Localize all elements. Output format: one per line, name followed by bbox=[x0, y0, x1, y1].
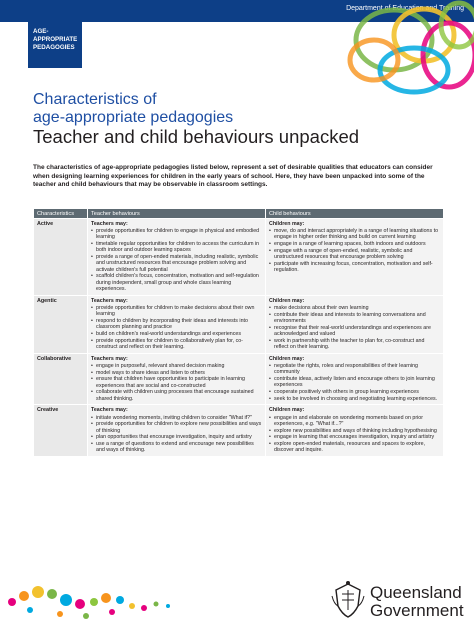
tag-line: APPROPRIATE bbox=[33, 36, 78, 43]
list-item: • respond to children by incorporating their ideas and interests into classroom planning and practice bbox=[91, 318, 262, 330]
list-item: • initiate wondering moments, inviting children to consider "What if?" bbox=[91, 415, 262, 421]
list-item: • use a range of questions to extend and encourage new possibilities and ways of thinking. bbox=[91, 441, 262, 453]
table-row bbox=[34, 405, 444, 457]
characteristic-name: Collaborative bbox=[34, 353, 88, 405]
list-item: • scaffold children's focus, concentration, motivation and self-regulation during independent, small group and whole class learning experiences. bbox=[91, 273, 262, 292]
pedagogies-table bbox=[33, 208, 444, 457]
page-subtitle: Teacher and child behaviours unpacked bbox=[33, 126, 360, 147]
list-item: • contribute their ideas and interests to learning conversations and environments bbox=[269, 312, 440, 324]
page-title-line2: age-appropriate pedagogies bbox=[33, 109, 234, 126]
list-item: • contribute ideas, actively listen and encourage others to join learning experiences bbox=[269, 376, 440, 388]
list-item: • timetable regular opportunities for children to access the curriculum in both indoor and outdoor learning spaces bbox=[91, 241, 262, 253]
list-item: • work in partnership with the teacher to plan for, co-construct and reflect on their learning. bbox=[269, 338, 440, 350]
intro-paragraph: The characteristics of age-appropriate pedagogies listed below, represent a set of desirable qualities that educators can consider when designing learning experiences for children in the early years of school. Here, they have been unpacked into some of the teacher and child behaviours that may be observable in classroom settings. bbox=[33, 164, 433, 189]
teacher-lead: Teachers may: bbox=[91, 221, 128, 227]
teacher-lead: Teachers may: bbox=[91, 297, 128, 304]
list-item: • recognise that their real-world understandings and experiences are acknowledged and valued bbox=[269, 325, 440, 337]
swirl-decoration bbox=[274, 0, 474, 105]
table-row bbox=[34, 353, 444, 405]
teacher-lead: Teachers may: bbox=[91, 355, 128, 362]
list-item: • engage in a range of learning spaces, both indoors and outdoors bbox=[269, 241, 440, 247]
list-item: • cooperate positively with others in group learning experiences bbox=[269, 389, 440, 395]
list-item: • build on children's real-world understandings and experiences bbox=[91, 331, 262, 337]
list-item: • participate with increasing focus, concentration, motivation and self-regulation. bbox=[269, 261, 440, 273]
tag-line: AGE- bbox=[33, 28, 49, 35]
teacher-behaviours-cell bbox=[88, 295, 266, 353]
list-item: • ensure that children have opportunities to participate in learning experiences that are social and co-constructed bbox=[91, 376, 262, 388]
page-title-line1: Characteristics of bbox=[33, 91, 157, 108]
dots-decoration bbox=[0, 570, 240, 630]
column-header: Characteristics bbox=[34, 209, 88, 219]
characteristic-name: Agentic bbox=[34, 295, 88, 353]
logo-government: Government bbox=[370, 601, 464, 620]
child-behaviours-cell bbox=[266, 295, 444, 353]
teacher-lead: Teachers may: bbox=[91, 407, 128, 414]
column-header: Teacher behaviours bbox=[88, 209, 266, 219]
list-item: • provide a range of open-ended materials, including realistic, symbolic and unstructured resources that encourage problem solving and activate children's full potential bbox=[91, 254, 262, 273]
child-lead: Children may: bbox=[269, 355, 305, 362]
category-tag bbox=[28, 22, 82, 68]
table-row bbox=[34, 295, 444, 353]
list-item: • model ways to share ideas and listen to others bbox=[91, 370, 262, 376]
coat-of-arms-icon bbox=[330, 580, 366, 620]
column-header: Child behaviours bbox=[266, 209, 444, 219]
list-item: • negotiate the rights, roles and responsibilities of their learning community bbox=[269, 363, 440, 375]
teacher-behaviours-cell bbox=[88, 353, 266, 405]
list-item: • explore open-ended materials, resources and spaces to explore, discover and inquire. bbox=[269, 441, 440, 453]
characteristic-name: Creative bbox=[34, 405, 88, 457]
teacher-behaviours-cell bbox=[88, 219, 266, 296]
child-lead: Children may: bbox=[269, 297, 305, 304]
list-item: • provide opportunities for children to make decisions about their own learning bbox=[91, 305, 262, 317]
child-behaviours-cell bbox=[266, 219, 444, 296]
table-header-row bbox=[34, 209, 444, 219]
list-item: • make decisions about their own learning bbox=[269, 305, 440, 311]
list-item: • seek to be involved in choosing and negotiating learning experiences. bbox=[269, 396, 440, 402]
list-item: • provide opportunities for children to explore new possibilities and ways of thinking bbox=[91, 421, 262, 433]
table-row bbox=[34, 219, 444, 296]
tag-line: PEDAGOGIES bbox=[33, 44, 75, 51]
characteristic-name: Active bbox=[34, 219, 88, 296]
child-behaviours-cell bbox=[266, 405, 444, 457]
list-item: • engage with a range of open-ended, realistic, symbolic and unstructured resources that encourage problem solving bbox=[269, 248, 440, 260]
logo-name: Queensland bbox=[370, 583, 462, 602]
list-item: • engage in learning that encourages investigation, inquiry and artistry bbox=[269, 434, 440, 440]
list-item: • engage in purposeful, relevant shared decision making bbox=[91, 363, 262, 369]
list-item: • engage in and elaborate on wondering moments based on prior experiences, e.g. "What if...?" bbox=[269, 415, 440, 427]
list-item: • explore new possibilities and ways of thinking including hypothesising bbox=[269, 428, 440, 434]
child-lead: Children may: bbox=[269, 407, 305, 414]
queensland-government-logo bbox=[330, 580, 470, 624]
list-item: • provide opportunities for children to engage in physical and embodied learning bbox=[91, 228, 262, 240]
child-lead: Children may: bbox=[269, 221, 305, 227]
department-name: Department of Education and Training bbox=[346, 5, 464, 12]
child-behaviours-cell bbox=[266, 353, 444, 405]
list-item: • collaborate with children using processes that encourage sustained shared thinking. bbox=[91, 389, 262, 401]
list-item: • provide opportunities for children to collaboratively plan for, co-construct and reflect on their learning. bbox=[91, 338, 262, 350]
teacher-behaviours-cell bbox=[88, 405, 266, 457]
list-item: • move, do and interact appropriately in a range of learning situations to engage in higher order thinking and build on current learning bbox=[269, 228, 440, 240]
list-item: • plan opportunities that encourage investigation, inquiry and artistry bbox=[91, 434, 262, 440]
